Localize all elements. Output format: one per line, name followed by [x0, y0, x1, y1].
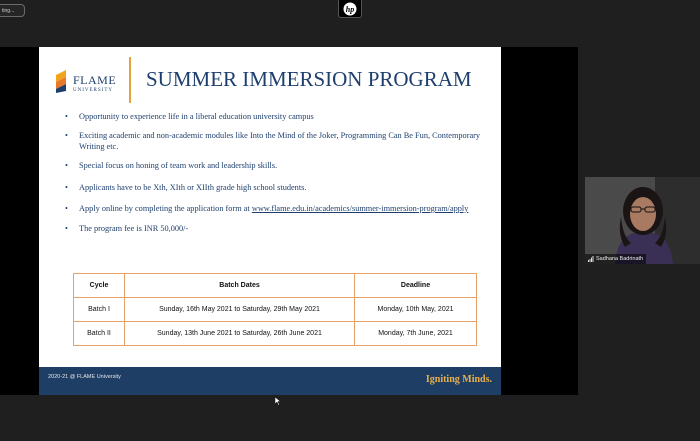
- bullet-item: • The program fee is INR 50,000/-: [61, 223, 481, 234]
- bullet-item: • Applicants have to be Xth, XIth or XIIth grade high school students.: [61, 182, 481, 193]
- bullet-item: • Special focus on honing of team work and leadership skills.: [61, 160, 481, 171]
- flame-icon: [55, 69, 71, 93]
- recording-status-pill[interactable]: [0, 4, 25, 17]
- header-batch-dates: Batch Dates: [125, 274, 355, 298]
- bullet-item: • Opportunity to experience life in a liberal education university campus: [61, 111, 481, 122]
- table-cell: Sunday, 13th June 2021 to Saturday, 26th June 2021: [125, 322, 355, 346]
- table-cell: Sunday, 16th May 2021 to Saturday, 29th May 2021: [125, 298, 355, 322]
- title-divider: [129, 57, 131, 103]
- hp-logo: [338, 0, 362, 18]
- hp-logo-text: hp: [345, 4, 355, 14]
- participant-avatar: [585, 177, 700, 264]
- participant-name-tag: [585, 254, 646, 264]
- slide-title: SUMMER IMMERSION PROGRAM: [146, 67, 472, 91]
- signal-icon: [588, 256, 594, 262]
- apply-text: Apply online by completing the application form at: [79, 204, 252, 213]
- bullet-item-apply: [61, 203, 481, 214]
- table-row: [74, 322, 477, 346]
- footer-copyright: 2020-21 @ FLAME University: [48, 374, 121, 380]
- table-cell: Monday, 10th May, 2021: [355, 298, 477, 322]
- participant-name: Sadhana Badrinath: [596, 256, 644, 262]
- flame-logo: [55, 69, 117, 105]
- logo-name: FLAME: [73, 73, 117, 87]
- bullet-list: [61, 111, 481, 234]
- header-cycle: Cycle: [74, 274, 125, 298]
- batch-table: [73, 273, 477, 346]
- hp-logo-icon: [343, 2, 357, 16]
- mouse-cursor-icon: [275, 397, 281, 406]
- slide-footer: [39, 367, 501, 395]
- table-row: [74, 298, 477, 322]
- table-cell: Batch II: [74, 322, 125, 346]
- recording-status-text: ting...: [2, 8, 15, 14]
- logo-subtitle: UNIVERSITY: [73, 88, 113, 93]
- application-link[interactable]: www.flame.edu.in/academics/summer-immersion-program/apply: [251, 204, 469, 213]
- presentation-slide: [39, 47, 501, 395]
- table-cell: Batch I: [74, 298, 125, 322]
- bullet-item: • Exciting academic and non-academic modules like Into the Mind of the Joker, Programming Can Be Fun, Contemporary Writing etc.: [61, 130, 481, 152]
- table-cell: Monday, 7th June, 2021: [355, 322, 477, 346]
- participant-video[interactable]: [585, 177, 700, 264]
- table-header-row: [74, 274, 477, 298]
- footer-tagline: Igniting Minds.: [425, 374, 492, 385]
- header-deadline: Deadline: [355, 274, 477, 298]
